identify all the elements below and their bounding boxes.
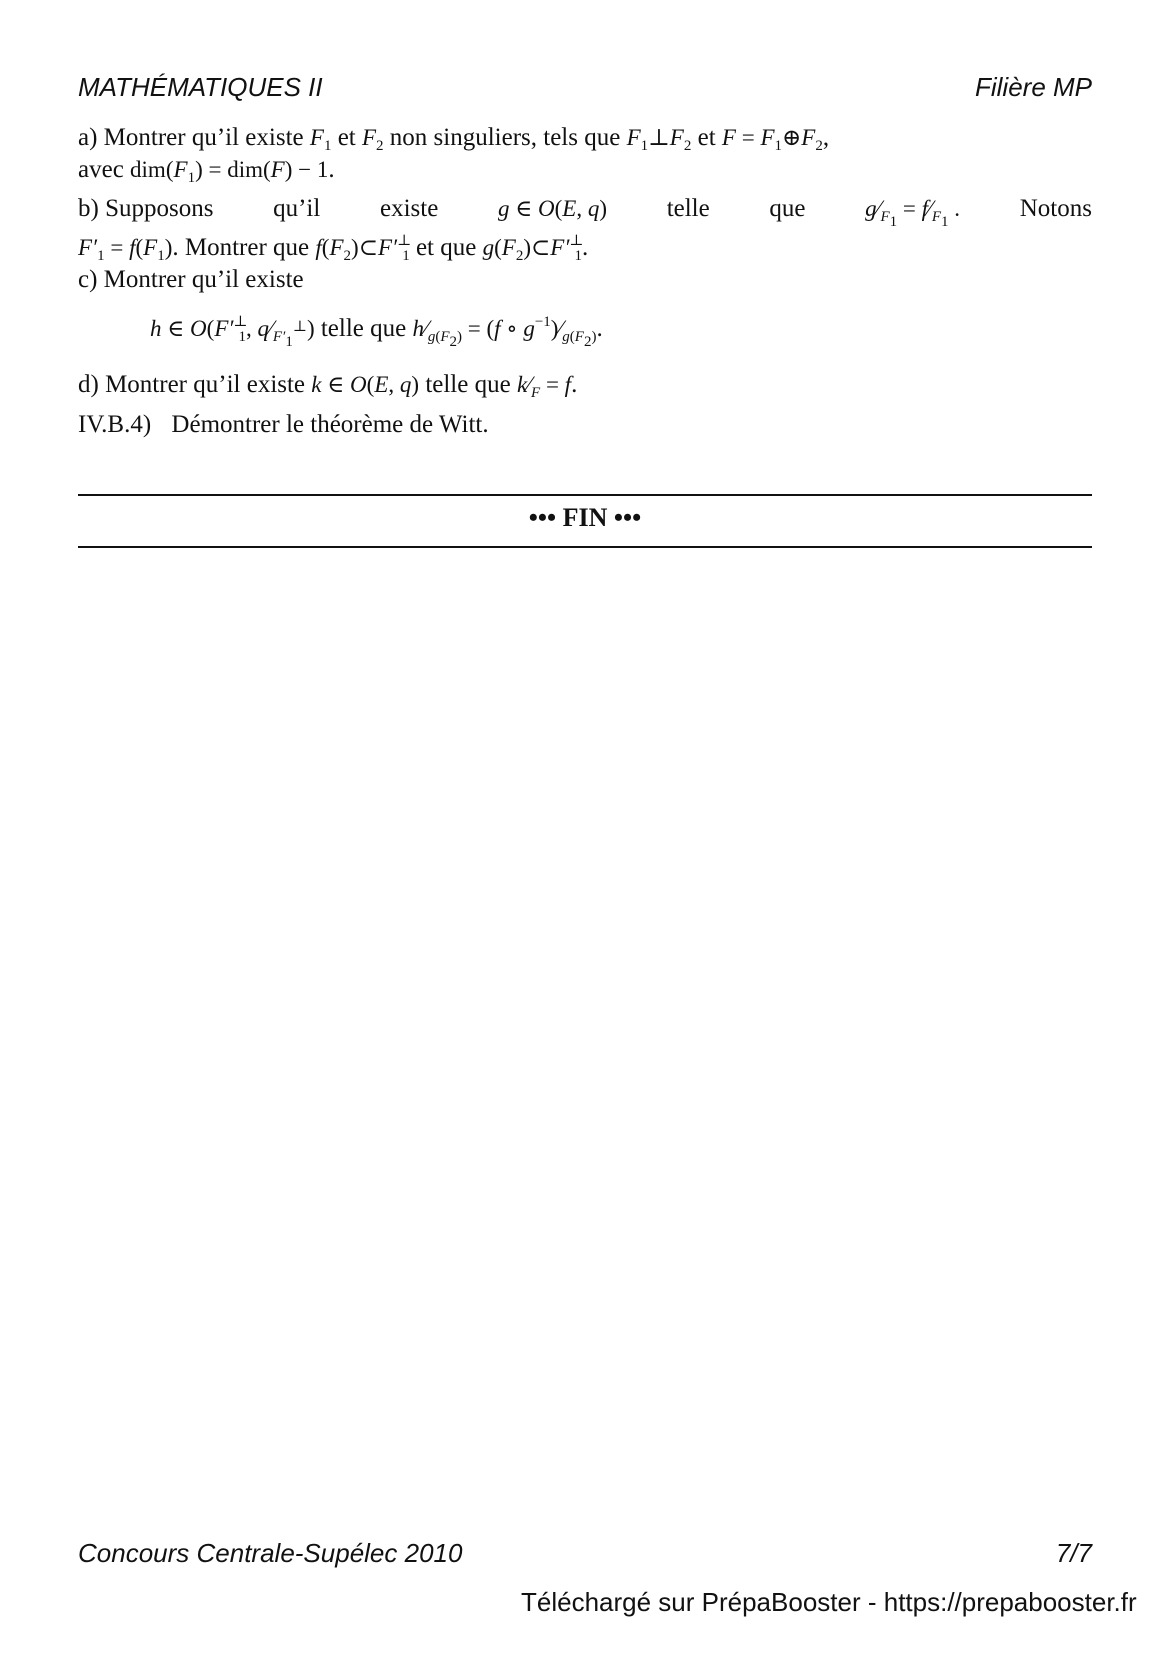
math-h-restrict: $h⁄_{g(F_2)} = (f$ ∘ $g^{-1})⁄_{g(F_2)}$ <box>412 314 597 350</box>
question-b-word-2: qu’il <box>273 195 321 222</box>
question-a-line-1 <box>78 122 1092 154</box>
footer-contest: Concours Centrale-Supélec 2010 <box>78 1538 463 1568</box>
question-c-period: . <box>596 315 603 342</box>
math-F-direct-sum: $F = F_1\oplus F_2$ <box>721 125 823 154</box>
fin-top-rule <box>78 494 1092 496</box>
question-a-comma: , <box>822 124 830 151</box>
math-g-F2-subset: $g(F_2)\subset F'^\perp_1$ <box>482 233 584 264</box>
question-c-text: Montrer qu’il existe <box>103 266 304 293</box>
question-d-period: . <box>571 371 578 398</box>
question-iv-line <box>78 409 1092 441</box>
math-f-F2-subset: $f(F_2)\subset F'^\perp_1$ <box>315 233 412 264</box>
question-b-word-1: Supposons <box>105 195 214 222</box>
math-k-in-O-E-q: k ∈ O(E, q) <box>311 372 420 397</box>
fin-bottom-rule <box>78 546 1092 548</box>
question-d-text: Montrer qu’il existe <box>105 371 306 398</box>
question-b-line-1 <box>78 193 1092 230</box>
question-iv-b-4 <box>78 409 1092 441</box>
question-a-text-2: non singuliers, tels que <box>389 124 621 151</box>
header-subject: MATHÉMATIQUES II <box>78 72 323 102</box>
footer-page-number: 7/7 <box>1055 1538 1092 1568</box>
question-iv-label: IV.B.4) <box>78 411 152 438</box>
question-iv-text: Démontrer le théorème de Witt. <box>171 411 489 438</box>
download-watermark: Téléchargé sur PrépaBooster - https://prepabooster.fr <box>521 1587 1137 1617</box>
question-d-line-1 <box>78 369 1092 401</box>
question-b-word-6: Notons <box>1019 195 1092 222</box>
question-d-telle: telle que <box>425 371 511 398</box>
math-h-in-O: h ∈ $O(F'^\perp_1$, $q⁄_{F'_1^\perp}$) <box>150 314 315 350</box>
question-b-word-5: que <box>769 195 806 222</box>
question-b-label-word <box>78 193 213 225</box>
math-g-in-O-E-q: g ∈ O(E, q) <box>497 196 608 221</box>
question-b-word-4: telle <box>666 195 710 222</box>
question-c-line-1 <box>78 264 1092 296</box>
math-F2: $F_2$ <box>361 125 384 154</box>
question-b-line-2 <box>78 225 1092 264</box>
question-a-line-2 <box>78 154 1092 186</box>
math-F1: $F_1$ <box>309 125 332 154</box>
fin-marker: ••• FIN ••• <box>528 503 642 532</box>
question-b-montrer: . Montrer que <box>172 234 310 261</box>
math-g-restrict-equals-f-restrict: $g⁄_{F_1}$ = $f⁄_{F_1}$ . <box>865 196 961 230</box>
math-k-restrict-equals-f: $k⁄_F = f$ <box>516 372 572 401</box>
question-a <box>78 122 1092 186</box>
question-c-label: c) <box>78 266 98 293</box>
question-d-label: d) <box>78 371 99 398</box>
question-b <box>78 193 1092 264</box>
question-b-et-que: et que <box>415 234 477 261</box>
question-b-word-3: existe <box>379 195 439 222</box>
math-F1prime-def: $F'_1 = f(F_1)$ <box>78 235 173 264</box>
math-dim-relation: $dim(F_1) = dim(F) - 1$ <box>130 157 329 186</box>
question-d <box>78 369 1092 401</box>
question-c-formula <box>150 306 1092 350</box>
question-b-period: . <box>581 234 589 261</box>
math-F1-perp-F2: $F_1\perp F_2$ <box>626 125 692 154</box>
header-track: Filière MP <box>974 72 1092 102</box>
question-b-label: b) <box>78 195 99 222</box>
question-a-text-1: Montrer qu’il existe <box>103 124 304 151</box>
question-a-label: a) <box>78 124 98 151</box>
question-a-avec: avec <box>78 156 124 183</box>
question-c <box>78 264 1092 350</box>
question-c-telle: telle que <box>320 315 407 342</box>
question-a-et-1: et <box>337 124 356 151</box>
question-a-et-2: et <box>697 124 716 151</box>
question-a-period: . <box>328 156 335 183</box>
